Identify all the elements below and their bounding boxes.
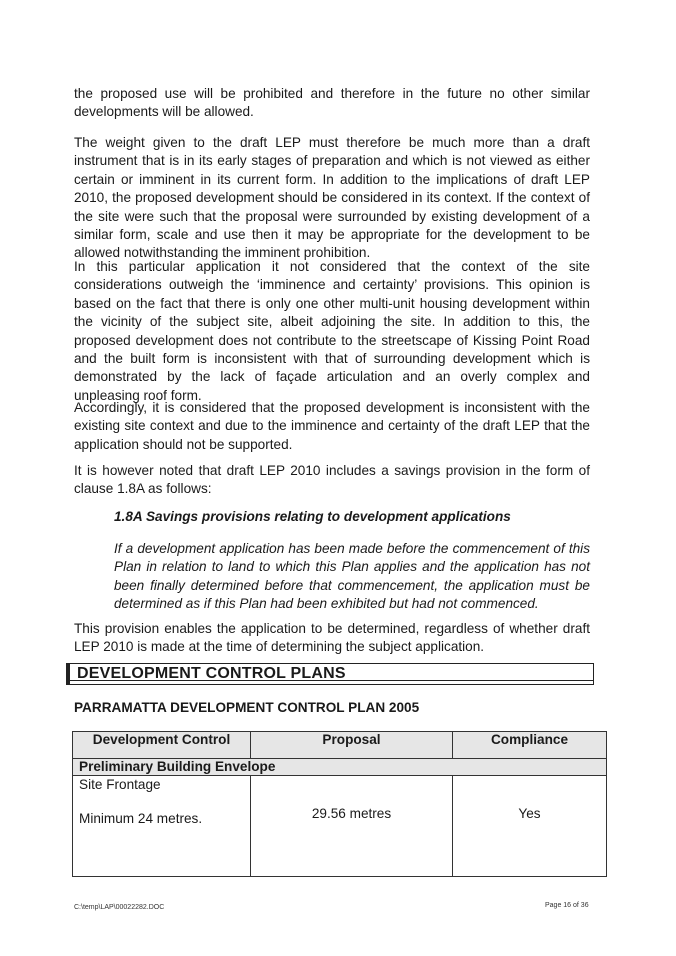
- footer-page-number: Page 16 of 36: [545, 902, 589, 909]
- control-detail: Minimum 24 metres.: [79, 811, 203, 826]
- development-control-table: [72, 731, 607, 877]
- paragraph-2: The weight given to the draft LEP must therefore be much more than a draft instrument that is in its early stages of preparation and which is not viewed as either certain or imminent in its current form. In addition to the implications of draft LEP 2010, the proposed development should be considered in its context. If the context of the site were such that the proposal were surrounded by existing development of a similar form, scale and use then it may be appropriate for the development to be allowed notwithstanding the imminent prohibition.: [74, 135, 590, 261]
- section-subheading: PARRAMATTA DEVELOPMENT CONTROL PLAN 2005: [74, 700, 420, 715]
- header-proposal: Proposal: [251, 732, 453, 759]
- table-header-row: [73, 732, 607, 759]
- section-title: DEVELOPMENT CONTROL PLANS: [77, 665, 346, 682]
- paragraph-3: In this particular application it not considered that the context of the site considerations outweigh the ‘imminence and certainty’ provisions. This opinion is based on the fact that there is only one other multi-unit housing development within the vicinity of the subject site, albeit adjoining the site. In addition to this, the proposed development does not contribute to the streetscape of Kissing Point Road and the built form is inconsistent with that of surrounding development which is demonstrated by the lack of façade articulation and an overly complex and unpleasing roof form.: [74, 259, 590, 403]
- paragraph-5: It is however noted that draft LEP 2010 includes a savings provision in the form of clause 1.8A as follows:: [74, 463, 590, 497]
- section-header-box: [66, 663, 594, 685]
- control-title: Site Frontage: [79, 777, 161, 792]
- compliance-cell: Yes: [453, 776, 607, 877]
- clause-text: If a development application has been made before the commencement of this Plan in relation to land to which this Plan applies and the application has not been finally determined before that commencement, the application must be determined as if this Plan had been exhibited but had not commenced.: [114, 541, 590, 612]
- paragraph-1: the proposed use will be prohibited and therefore in the future no other similar developments will be allowed.: [74, 86, 590, 120]
- paragraph-6: This provision enables the application to be determined, regardless of whether draft LEP 2010 is made at the time of determining the subject application.: [74, 621, 590, 655]
- footer-file-path: C:\temp\LAP\00022282.DOC: [74, 904, 165, 911]
- section-header-bar: [67, 664, 70, 684]
- clause-heading: 1.8A Savings provisions relating to development applications: [114, 509, 511, 524]
- section-underline: [67, 680, 593, 681]
- control-cell: [73, 776, 251, 877]
- header-development-control: Development Control: [73, 732, 251, 759]
- proposal-cell: 29.56 metres: [251, 776, 453, 877]
- paragraph-4: Accordingly, it is considered that the proposed development is inconsistent with the existing site context and due to the imminence and certainty of the draft LEP that the application should not be supported.: [74, 400, 590, 452]
- header-compliance: Compliance: [453, 732, 607, 759]
- table-row: [73, 776, 607, 877]
- group-label: Preliminary Building Envelope: [73, 759, 607, 776]
- table-group-row: [73, 759, 607, 776]
